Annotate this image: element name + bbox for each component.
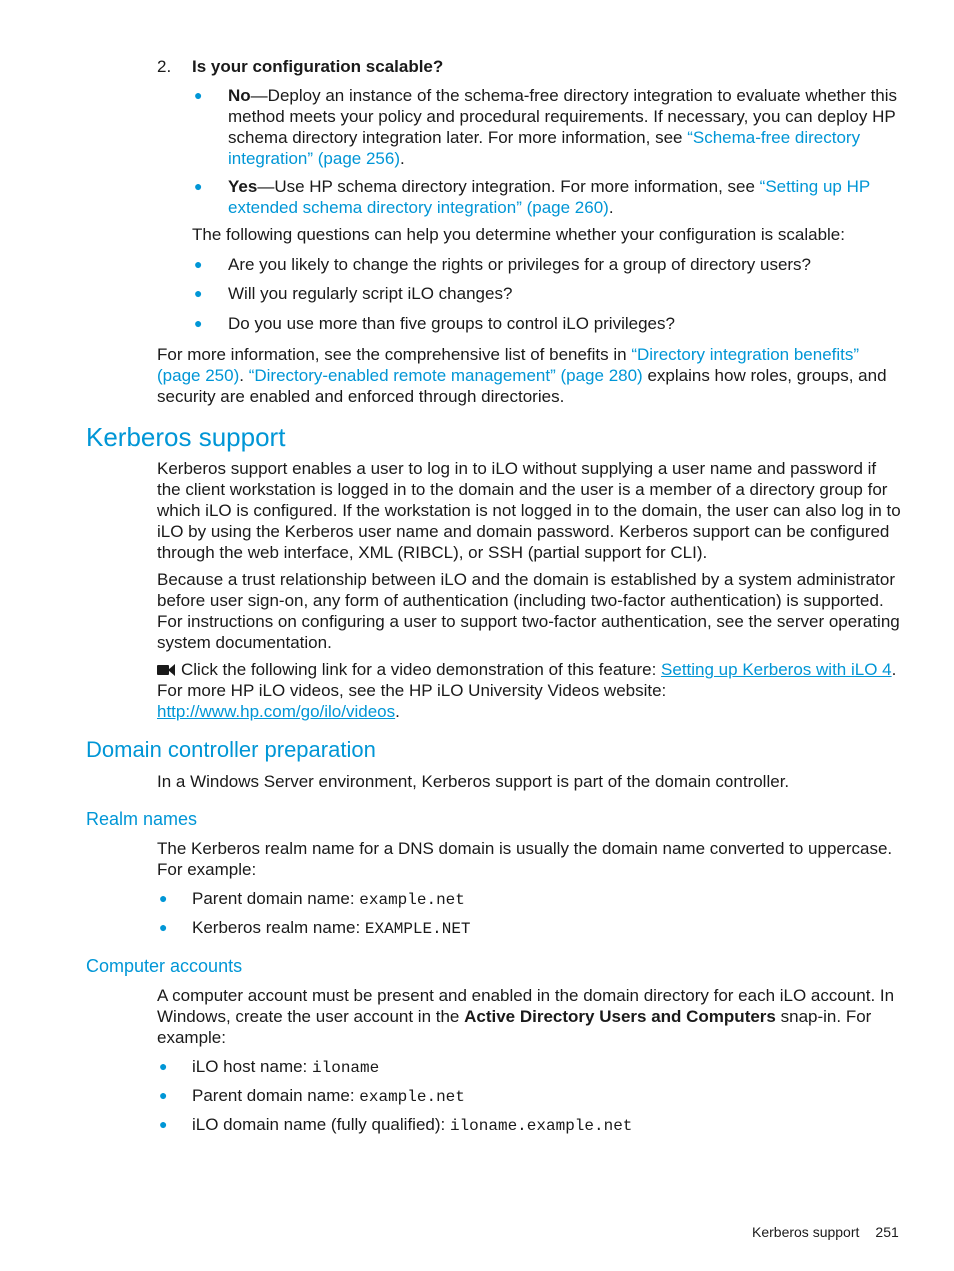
computer-accounts-heading: Computer accounts bbox=[86, 956, 243, 976]
bullet-icon: ● bbox=[159, 1087, 168, 1103]
kerberos-paragraph-1: Kerberos support enables a user to log in to iLO without supplying a user name and password if the client workstation is logged in to the domain and the user is a member of a directory group for which iLO is configured. If the workstation is not logged in to the domain, the user can also log in to iLO by using the Kerberos user name and domain password. Kerberos support can be configured through the web interface, XML (RIBCL), or SSH (partial support for CLI). bbox=[157, 459, 901, 562]
realm-item: Parent domain name: example.net bbox=[192, 889, 465, 909]
bullet-icon: ● bbox=[159, 1116, 168, 1132]
bullet-icon: ● bbox=[194, 87, 203, 103]
bullet-icon: ● bbox=[159, 919, 168, 935]
computer-item: iLO domain name (fully qualified): iloname.example.net bbox=[192, 1115, 633, 1135]
hp-schema-link[interactable]: “Setting up HP extended schema directory integration” (page 260) bbox=[228, 177, 870, 217]
bullet-icon: ● bbox=[194, 256, 203, 272]
ilo-videos-url-link[interactable]: http://www.hp.com/go/ilo/videos bbox=[157, 702, 396, 721]
video-paragraph: Click the following link for a video demonstration of this feature: Setting up Kerberos with iLO 4. For more HP iLO videos, see the HP iLO University Videos website: http://www.hp.com/go/ilo/videos. bbox=[157, 660, 897, 721]
question-number: 2. bbox=[157, 57, 172, 76]
bullet-icon: ● bbox=[194, 315, 203, 331]
bullet-icon: ● bbox=[159, 890, 168, 906]
question-title: Is your configuration scalable? bbox=[192, 57, 444, 76]
page-footer bbox=[752, 1223, 899, 1241]
more-info-paragraph: For more information, see the comprehensive list of benefits in “Directory integration benefits” (page 250). “Directory-enabled remote management” (page 280) explains how roles, groups, and security are enabled and enforced through directories. bbox=[157, 345, 887, 406]
realm-names-heading: Realm names bbox=[86, 809, 198, 829]
bullet-icon: ● bbox=[194, 285, 203, 301]
question-item: Are you likely to change the rights or privileges for a group of directory users? bbox=[228, 255, 812, 274]
bullet-icon: ● bbox=[159, 1058, 168, 1074]
questions-intro: The following questions can help you determine whether your configuration is scalable: bbox=[192, 225, 845, 244]
domain-controller-heading: Domain controller preparation bbox=[86, 737, 376, 762]
kerberos-video-link[interactable]: Setting up Kerberos with iLO 4 bbox=[661, 660, 892, 679]
answer-no: No—Deploy an instance of the schema-free directory integration to evaluate whether this method meets your policy and procedural requirements. If necessary, you can deploy HP schema directory integration later. For more information, see “Schema-free directory integration” (page 256). bbox=[228, 86, 898, 168]
bullet-icon: ● bbox=[194, 178, 203, 194]
realm-names-text: The Kerberos realm name for a DNS domain is usually the domain name converted to uppercase. For example: bbox=[157, 839, 893, 879]
question-item: Will you regularly script iLO changes? bbox=[228, 284, 513, 303]
page-number: 251 bbox=[875, 1224, 899, 1240]
computer-accounts-text: A computer account must be present and enabled in the domain directory for each iLO account. In Windows, create the user account in the Active Directory Users and Computers snap-in. For example: bbox=[157, 986, 895, 1047]
footer-section: Kerberos support bbox=[752, 1224, 860, 1240]
kerberos-paragraph-2: Because a trust relationship between iLO and the domain is established by a system administrator before user sign-on, any form of authentication (including two-factor authentication) is supported. For instructions on configuring a user to support two-factor authentication, see the server operating system documentation. bbox=[157, 570, 900, 652]
yes-label: Yes bbox=[228, 177, 258, 196]
video-camera-icon bbox=[157, 664, 175, 676]
kerberos-heading: Kerberos support bbox=[86, 422, 286, 452]
computer-item: Parent domain name: example.net bbox=[192, 1086, 465, 1106]
computer-item: iLO host name: iloname bbox=[192, 1057, 380, 1077]
answer-yes: Yes—Use HP schema directory integration. For more information, see “Setting up HP extended schema directory integration” (page 260). bbox=[228, 177, 870, 217]
question-item: Do you use more than five groups to control iLO privileges? bbox=[228, 314, 675, 333]
directory-benefits-link[interactable]: “Directory integration benefits” (page 250) bbox=[157, 345, 860, 385]
realm-item: Kerberos realm name: EXAMPLE.NET bbox=[192, 918, 471, 938]
no-label: No bbox=[228, 86, 251, 105]
schema-free-link[interactable]: “Schema-free directory integration” (page 256) bbox=[228, 128, 861, 168]
domain-controller-text: In a Windows Server environment, Kerberos support is part of the domain controller. bbox=[157, 772, 790, 791]
remote-management-link[interactable]: “Directory-enabled remote management” (page 280) bbox=[248, 366, 643, 385]
